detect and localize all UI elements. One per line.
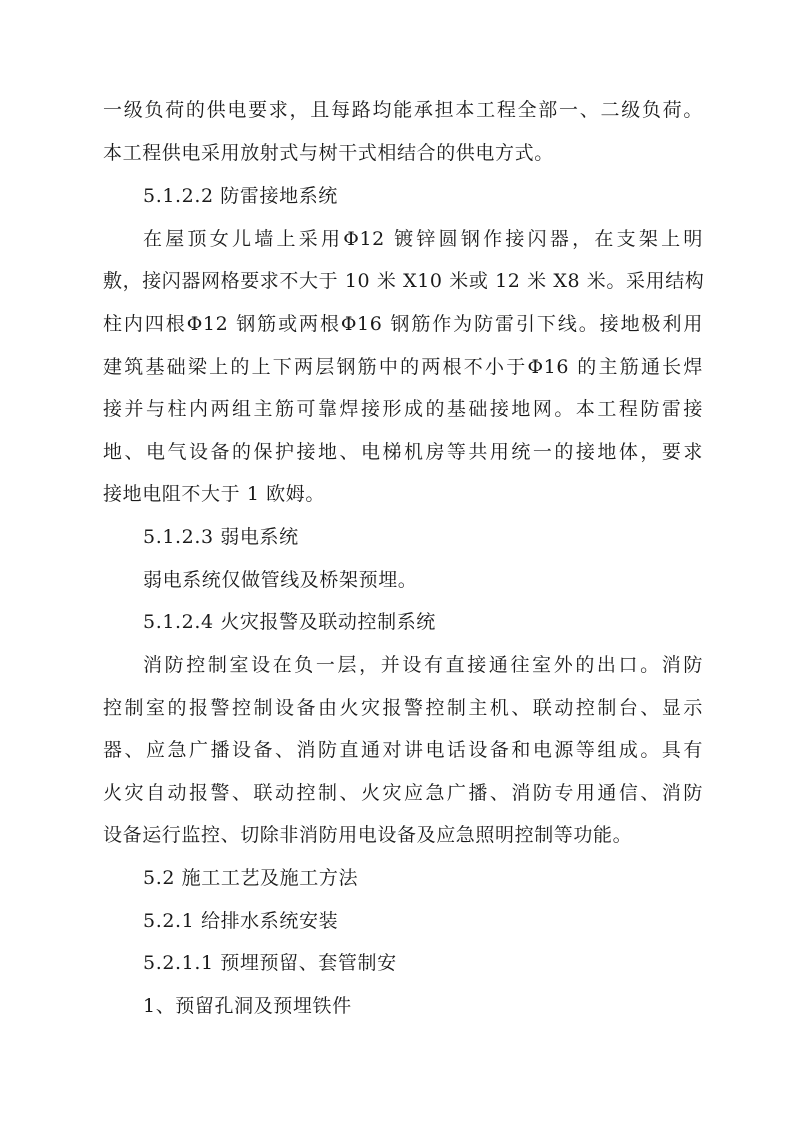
section-heading: 5.2.1 给排水系统安装 [143,910,339,932]
paragraph-line: 接并与柱内两组主筋可靠焊接形成的基础接地网。本工程防雷接 [103,398,703,420]
section-heading: 5.1.2.4 火灾报警及联动控制系统 [143,611,436,633]
paragraph-line: 消防控制室设在负一层，并设有直接通往室外的出口。消防 [143,654,703,676]
paragraph-line: 一级负荷的供电要求，且每路均能承担本工程全部一、二级负荷。 [103,99,703,121]
paragraph-line: 敷，接闪器网格要求不大于 10 米 X10 米或 12 米 X8 米。采用结构 [103,270,705,292]
paragraph-line: 火灾自动报警、联动控制、火灾应急广播、消防专用通信、消防 [103,782,703,804]
section-heading: 5.1.2.3 弱电系统 [143,526,299,548]
paragraph-line: 接地电阻不大于 1 欧姆。 [103,483,325,505]
paragraph-line: 控制室的报警控制设备由火灾报警控制主机、联动控制台、显示 [103,697,703,719]
list-item-heading: 1、预留孔洞及预埋铁件 [143,995,352,1017]
paragraph-line: 柱内四根Φ12 钢筋或两根Φ16 钢筋作为防雷引下线。接地极利用 [103,313,703,335]
section-heading: 5.2 施工工艺及施工方法 [143,867,359,889]
section-heading: 5.2.1.1 预埋预留、套管制安 [143,952,397,974]
paragraph-line: 在屋顶女儿墙上采用Φ12 镀锌圆钢作接闪器，在支架上明 [143,228,703,250]
paragraph-line: 设备运行监控、切除非消防用电设备及应急照明控制等功能。 [103,824,633,846]
paragraph-line: 地、电气设备的保护接地、电梯机房等共用统一的接地体，要求 [103,441,703,463]
paragraph-line: 建筑基础梁上的上下两层钢筋中的两根不小于Φ16 的主筋通长焊 [103,356,703,378]
paragraph-line: 器、应急广播设备、消防直通对讲电话设备和电源等组成。具有 [103,739,703,761]
paragraph-line: 弱电系统仅做管线及桥架预埋。 [143,569,418,591]
section-heading: 5.1.2.2 防雷接地系统 [143,185,338,207]
paragraph-line: 本工程供电采用放射式与树干式相结合的供电方式。 [103,142,554,164]
